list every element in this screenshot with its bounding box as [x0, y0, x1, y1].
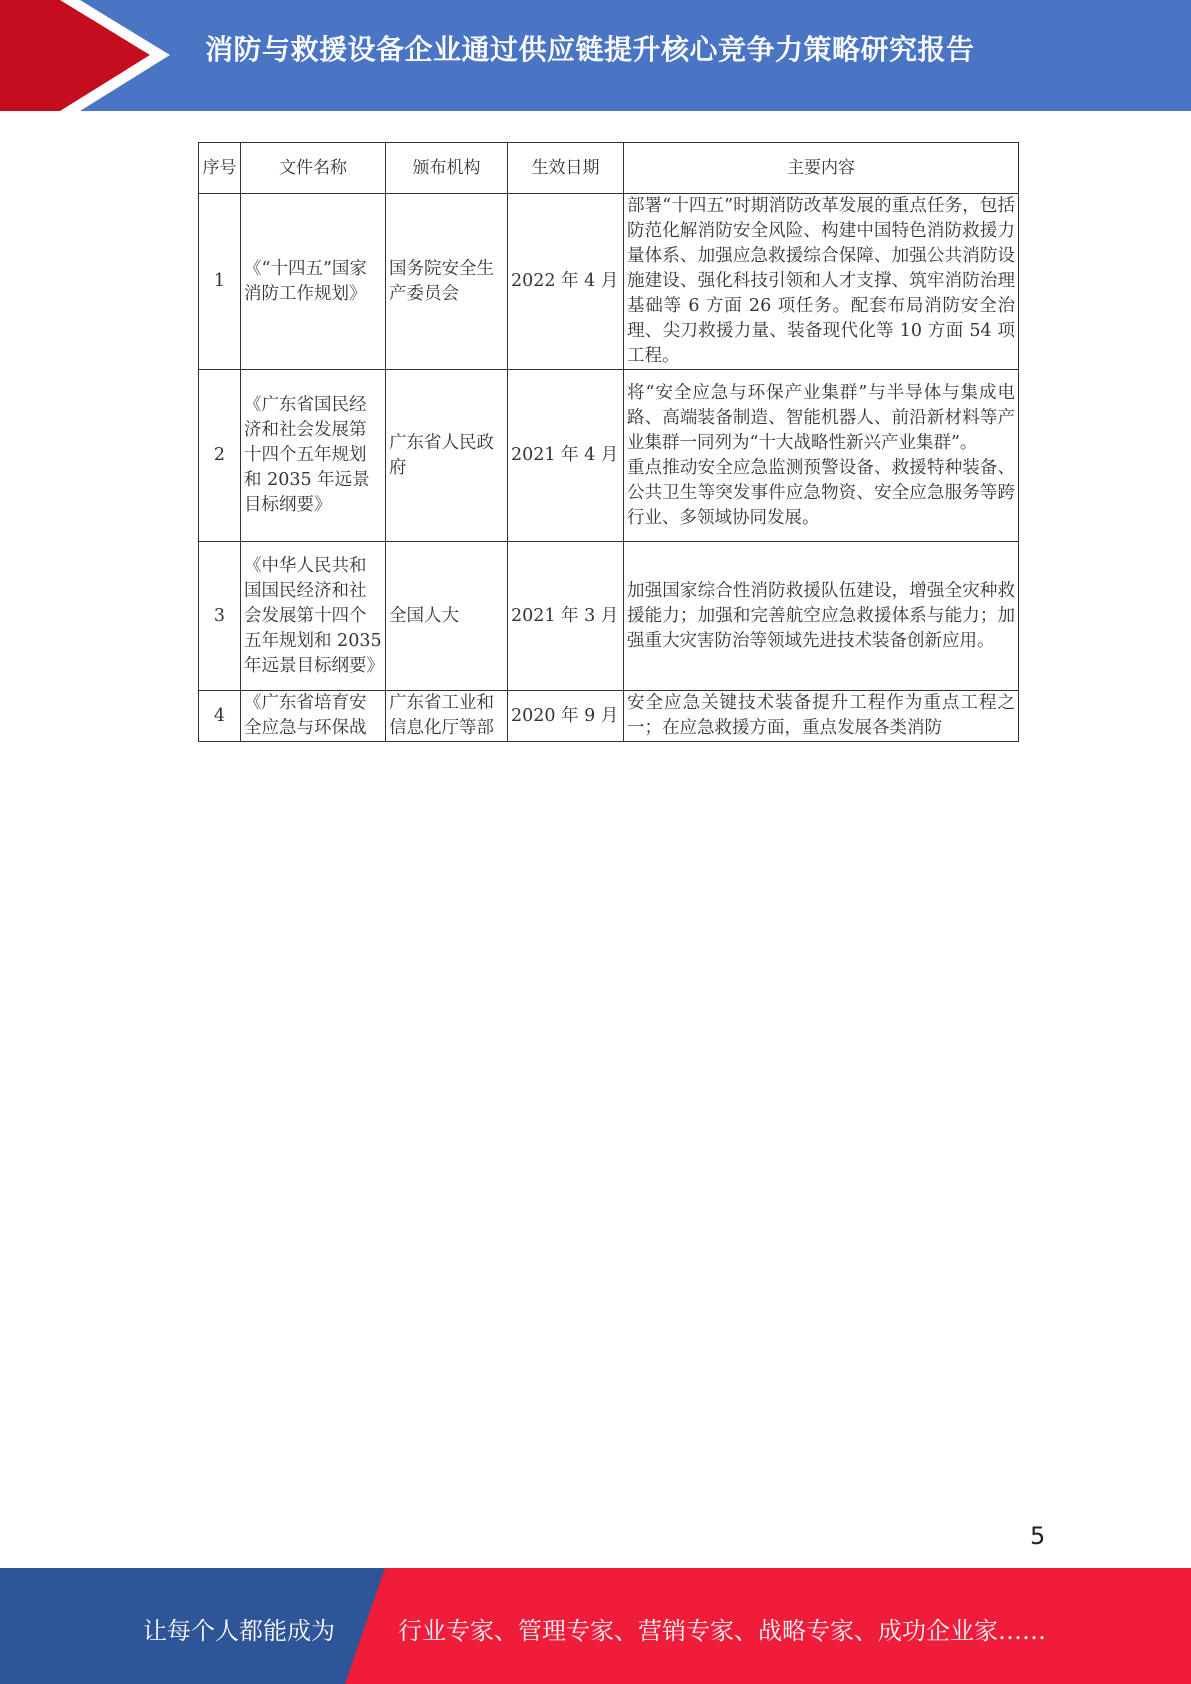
- report-title: 消防与救援设备企业通过供应链提升核心竞争力策略研究报告: [205, 33, 975, 66]
- column-header-name: 文件名称: [241, 143, 386, 194]
- table-row: [199, 194, 1019, 370]
- page-number: 5: [1030, 1522, 1046, 1550]
- issuing-body: 全国人大: [386, 542, 508, 691]
- header-red-arrow: [0, 0, 150, 111]
- row-number: 4: [199, 691, 241, 742]
- policy-table: [198, 142, 1019, 742]
- page-header: [0, 0, 1191, 111]
- content-paragraph: 将“安全应急与环保产业集群”与半导体与集成电路、高端装备制造、智能机器人、前沿新材料等产业集群一同列为“十大战略性新兴产业集群”。: [627, 382, 1015, 453]
- row-number: 3: [199, 542, 241, 691]
- content-paragraph: 重点推动安全应急监测预警设备、救援特种装备、公共卫生等突发事件应急物资、安全应急服务等跨行业、多领域协同发展。: [627, 457, 1015, 528]
- table-row: [199, 542, 1019, 691]
- table-row: [199, 370, 1019, 542]
- footer-slogan-right: 行业专家、管理专家、营销专家、战略专家、成功企业家……: [398, 1617, 1046, 1645]
- footer-slogan-left: 让每个人都能成为: [143, 1617, 335, 1645]
- effective-date: 2021 年 3 月: [508, 542, 624, 691]
- row-number: 1: [199, 194, 241, 370]
- table-row: [199, 691, 1019, 742]
- column-header-content: 主要内容: [624, 143, 1019, 194]
- column-header-org: 颁布机构: [386, 143, 508, 194]
- main-content: 部署“十四五”时期消防改革发展的重点任务，包括防范化解消防安全风险、构建中国特色消防救援力量体系、加强应急救援综合保障、加强公共消防设施建设、强化科技引领和人才支撑、筑牢消防治理基础等 6 方面 26 项任务。配套布局消防安全治理、尖刀救援力量、装备现代化等 10 方面 54 项工程。: [624, 194, 1019, 370]
- effective-date: 2022 年 4 月: [508, 194, 624, 370]
- table-header-row: [199, 143, 1019, 194]
- row-number: 2: [199, 370, 241, 542]
- document-name: 《广东省培育安全应急与环保战: [241, 691, 386, 742]
- document-name: 《广东省国民经济和社会发展第十四个五年规划和 2035 年远景目标纲要》: [241, 370, 386, 542]
- issuing-body: 广东省人民政府: [386, 370, 508, 542]
- page-footer: [0, 1568, 1191, 1684]
- document-name: 《中华人民共和国国民经济和社会发展第十四个五年规划和 2035 年远景目标纲要》: [241, 542, 386, 691]
- column-header-date: 生效日期: [508, 143, 624, 194]
- issuing-body: 国务院安全生产委员会: [386, 194, 508, 370]
- main-content: 安全应急关键技术装备提升工程作为重点工程之一；在应急救援方面，重点发展各类消防: [624, 691, 1019, 742]
- document-name: 《“十四五”国家消防工作规划》: [241, 194, 386, 370]
- column-header-no: 序号: [199, 143, 241, 194]
- issuing-body: 广东省工业和信息化厅等部: [386, 691, 508, 742]
- effective-date: 2020 年 9 月: [508, 691, 624, 742]
- main-content: 加强国家综合性消防救援队伍建设，增强全灾种救援能力；加强和完善航空应急救援体系与能力；加强重大灾害防治等领域先进技术装备创新应用。: [624, 542, 1019, 691]
- main-content: [624, 370, 1019, 542]
- effective-date: 2021 年 4 月: [508, 370, 624, 542]
